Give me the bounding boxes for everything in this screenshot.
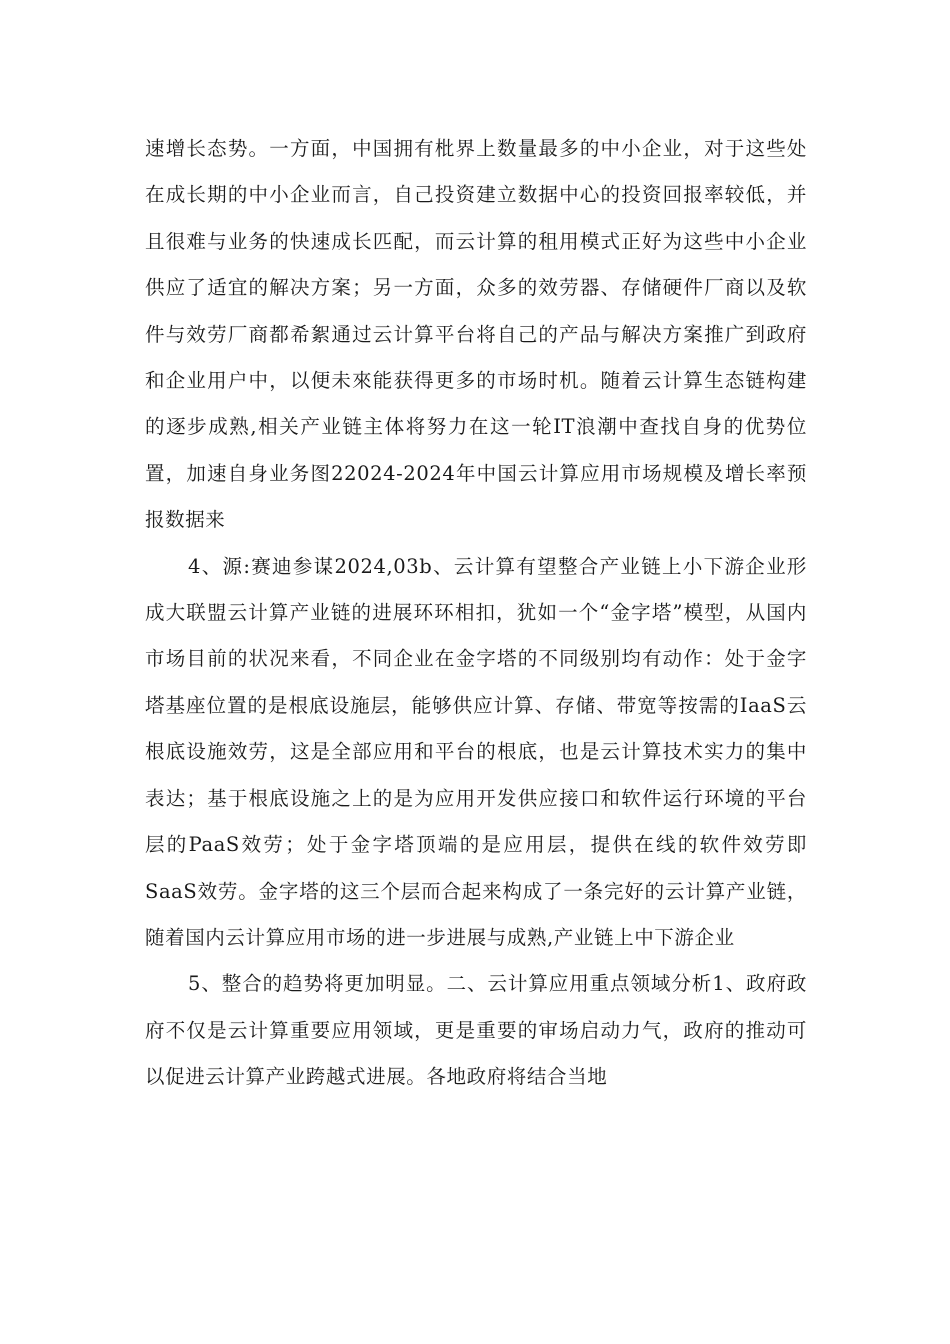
- paragraph-2: 4、源:赛迪参谋2024,03b、云计算有望整合产业链上小下游企业形成大联盟云计算产业链的进展环环相扣，犹如一个“金字塔”模型，从国内市场目前的状况来看，不同企业在金字塔的不同级别均有动作：处于金字塔基座位置的是根底设施层，能够供应计算、存储、带宽等按需的IaaS云根底设施效劳，这是全部应用和平台的根底，也是云计算技术实力的集中表达；基于根底设施之上的是为应用开发供应接口和软件运行环境的平台层的PaaS效劳；处于金字塔顶端的是应用层，提供在线的软件效劳即SaaS效劳。金字塔的这三个层而合起来构成了一条完好的云计算产业链，随着国内云计算应用市场的进一步进展与成熟,产业链上中下游企业: [145, 554, 807, 949]
- body-text: [145, 126, 807, 1101]
- paragraph-1: 速增长态势。一方面，中国拥有枇界上数量最多的中小企业，对于这些处在成长期的中小企业而言，自己投资建立数据中心的投资回报率较低，并且很难与业务的快速成长匹配，而云计算的租用模式正好为这些中小企业供应了适宜的解决方案；另一方面，众多的效劳器、存储硬件厂商以及软件与效劳厂商都希絮通过云计算平台将自己的产品与解决方案推广到政府和企业用户中，以便未來能获得更多的市场时机。随着云计算生态链构建的逐步成熟,相关产业链主体将努力在这一轮IT浪潮中查找自身的优势位置，加速自身业务图22024-2024年中国云计算应用市场规模及增长率预报数据来: [145, 137, 807, 532]
- paragraph-3: 5、整合的趋势将更加明显。二、云计算应用重点领域分析1、政府政府不仅是云计算重要应用领域，更是重要的审场启动力气，政府的推动可以促进云计算产业跨越式进展。各地政府将结合当地: [145, 972, 807, 1089]
